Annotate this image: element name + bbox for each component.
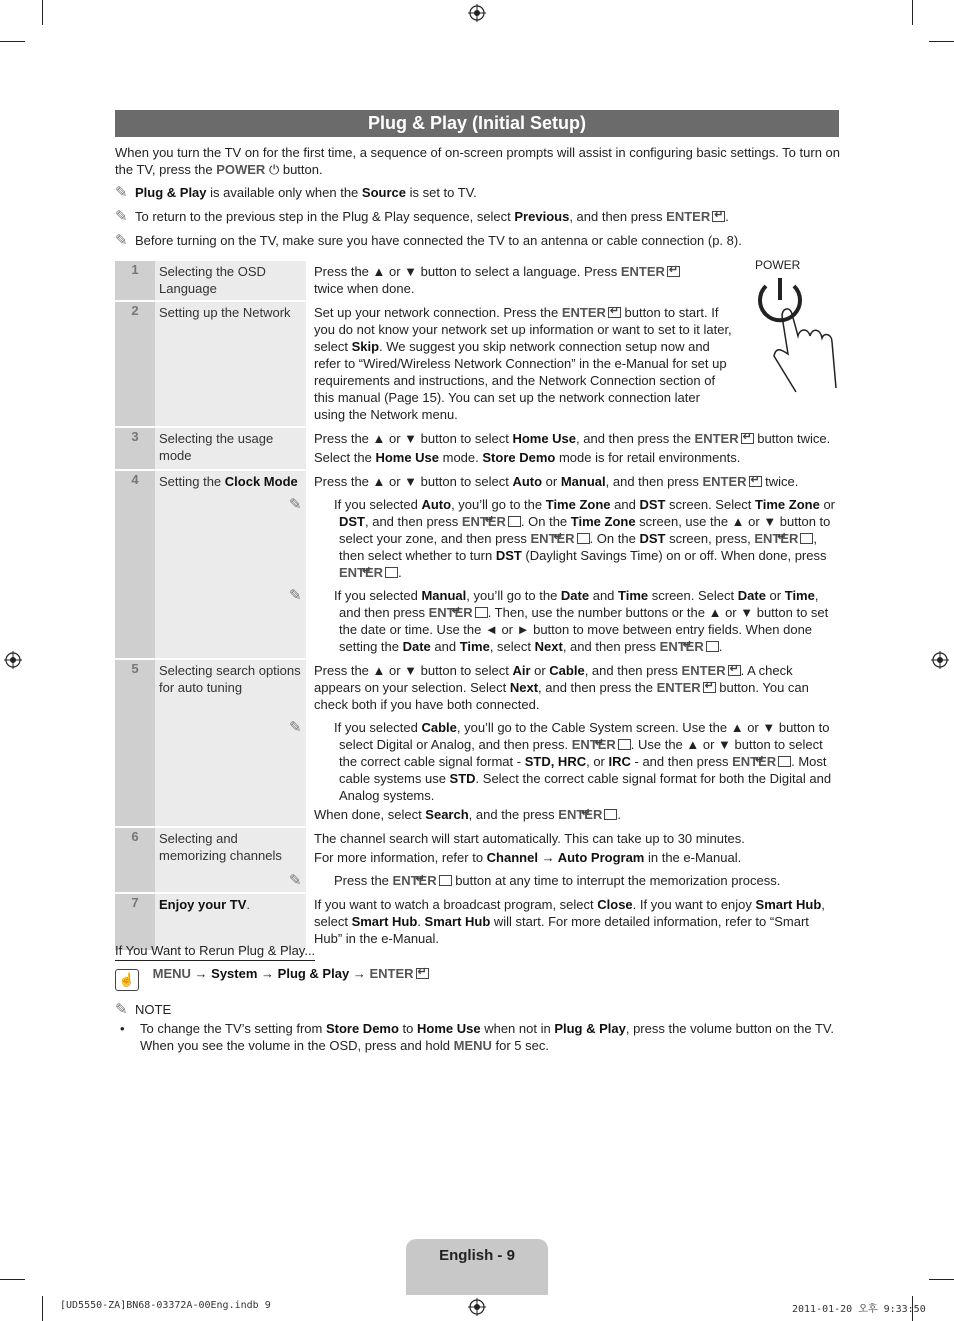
crop-mark [42, 1296, 43, 1321]
step-number: 3 [115, 428, 155, 469]
steps-table [115, 259, 839, 952]
power-icon: ⏻ [268, 162, 280, 177]
step-description: Press the ▲ or ▼ button to select Air or Cable, and then press ENTER↵ . A check appears on your selection. Select Next, and then press the ENTER↵ button. You can check both if you have both connected. ✎ If you selected Cable, you’ll go to the Cable System screen. Use the ▲ or ▼ button to select Digital or Analog, and then press. ENTER↵ . Use the ▲ or ▼ button to select the correct cable signal format - STD, HRC, or IRC - and then press ENTER↵ . Most cable systems use STD. Select the correct cable signal format for both the Digital and Analog systems. When done, select Search, and the press ENTER↵ . [309, 660, 839, 826]
rerun-heading: If You Want to Rerun Plug & Play... [115, 942, 315, 961]
note-bullet: • To change the TV’s setting from Store Demo to Home Use when not in Plug & Play, press the volume button on the TV. When you see the volume in the OSD, press and hold MENU for 5 sec. [120, 1021, 834, 1053]
note-item: ✎ To return to the previous step in the Plug & Play sequence, select Previous, and then press ENTER↵ . [115, 208, 840, 225]
enter-icon [416, 968, 429, 979]
step-row [115, 428, 839, 469]
registration-mark-icon [931, 651, 949, 669]
step-number: 2 [115, 302, 155, 426]
registration-mark-icon [4, 651, 22, 669]
page-footer: English - 9 [406, 1239, 548, 1295]
pencil-icon: ✎ [115, 232, 128, 249]
remote-hand-icon: ☝ [115, 969, 139, 991]
intro-text-end: button. [279, 162, 323, 177]
step-description: The channel search will start automatically. This can take up to 30 minutes. For more information, refer to Channel → Auto Program in the e-Manual. ✎ Press the ENTER↵ button at any time to interrupt the memorization process. [309, 828, 839, 892]
step-number: 7 [115, 894, 155, 950]
step-label: Selecting search options for auto tuning [155, 660, 306, 826]
step-description: Press the ▲ or ▼ button to select Auto or Manual, and then press ENTER↵ twice. ✎ If you selected Auto, you’ll go to the Time Zone and DST screen. Select Time Zone or DST, and then press ENTER↵ . On the Time Zone screen, use the ▲ or ▼ button to select your zone, and then press ENTER↵ . On the DST screen, press, ENTER↵ , then select whether to turn DST (Daylight Savings Time) on or off. When done, press ENTER↵ . ✎ If you selected Manual, you’ll go to the Date and Time screen. Select Date or Time, and then press ENTER↵ . Then, use the number buttons or the ▲ or ▼ button to set the date or time. Use the ◄ or ► button to move between entry fields. When done setting the Date and Time, select Next, and then press ENTER↵ . [309, 471, 839, 658]
pencil-icon: ✎ [115, 208, 128, 225]
step-description: Press the ▲ or ▼ button to select a language. Press ENTER↵ twice when done. [309, 261, 839, 300]
step-number: 6 [115, 828, 155, 892]
power-word: POWER [216, 162, 266, 177]
step-number: 5 [115, 660, 155, 826]
step-row [115, 471, 839, 658]
step-label: Setting the Clock Mode [155, 471, 306, 658]
step-label: Selecting the OSD Language [155, 261, 306, 300]
note-heading: ✎ NOTE [115, 1001, 172, 1018]
registration-mark-icon [468, 1298, 486, 1316]
note-item: ✎ Before turning on the TV, make sure you have connected the TV to an antenna or cable connection (p. 8). [115, 232, 742, 249]
power-label: POWER [755, 258, 801, 272]
step-row [115, 828, 839, 892]
crop-mark [42, 0, 43, 25]
note-item: ✎ Plug & Play is available only when the Source is set to TV. [115, 184, 477, 201]
pencil-icon: ✎ [115, 184, 128, 201]
step-label: Selecting the usage mode [155, 428, 306, 469]
intro-paragraph [115, 144, 840, 178]
registration-mark-icon [468, 4, 486, 22]
step-description: Set up your network connection. Press the ENTER↵ button to start. If you do not know your network set up information or want to set to it later, select Skip. We suggest you skip network connection setup now and refer to “Wired/Wireless Network Connection” in the e-Manual for set up requirements and instructions, and the Network Connection section of this manual (Page 15). You can set up the network connection later using the Network menu. [309, 302, 839, 426]
step-description: Press the ▲ or ▼ button to select Home Use, and then press the ENTER↵ button twice. Select the Home Use mode. Store Demo mode is for retail environments. [309, 428, 839, 469]
enter-icon [712, 211, 725, 222]
step-label: Enjoy your TV. [155, 894, 306, 950]
step-description: If you want to watch a broadcast program, select Close. If you want to enjoy Smart Hub, select Smart Hub. Smart Hub will start. For more detailed information, refer to “Smart Hub” in the e-Manual. [314, 897, 825, 946]
step-row [115, 261, 839, 300]
crop-mark [0, 1279, 25, 1280]
pencil-icon: ✎ [115, 1001, 128, 1018]
bullet-icon: • [120, 1021, 125, 1036]
step-number: 4 [115, 471, 155, 658]
top-notes [115, 184, 840, 249]
step-row [115, 302, 839, 426]
page-title: Plug & Play (Initial Setup) [115, 110, 839, 137]
intro-text: When you turn the TV on for the first time, a sequence of on-screen prompts will assist in configuring basic settings. To turn on the TV, press the [115, 145, 840, 177]
date-info: 2011-01-20 오후 9:33:50 [792, 1304, 926, 1315]
crop-mark [929, 1279, 954, 1280]
crop-mark [912, 0, 913, 25]
crop-mark [929, 41, 954, 42]
step-row [115, 660, 839, 826]
step-label: Setting up the Network [155, 302, 306, 426]
crop-mark [0, 41, 25, 42]
step-label: Selecting and memorizing channels [155, 828, 306, 892]
step-number: 1 [115, 261, 155, 300]
file-info: [UD5550-ZA]BN68-03372A-00Eng.indb 9 [60, 1300, 271, 1311]
rerun-menu-path: ☝ MENU → System → Plug & Play → ENTER↵ [115, 965, 815, 991]
